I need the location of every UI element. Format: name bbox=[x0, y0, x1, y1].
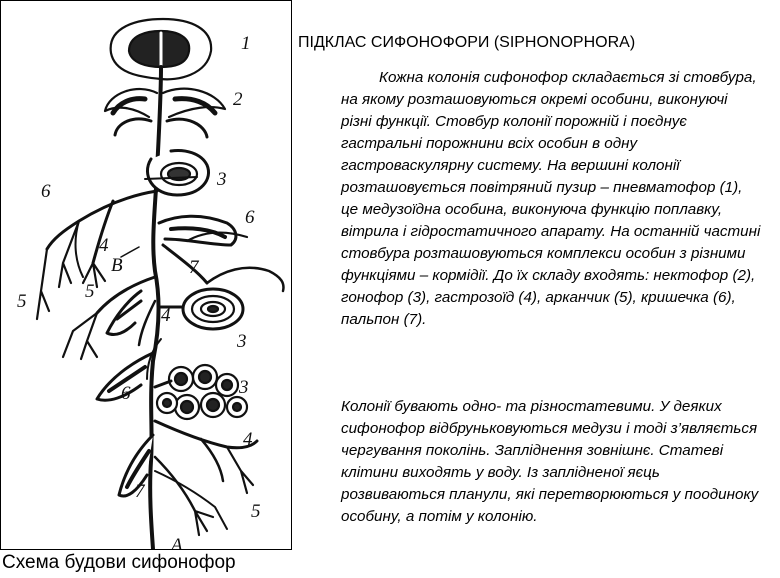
label-A: А bbox=[171, 535, 183, 551]
label-3-lower: 3 bbox=[239, 377, 249, 398]
section-title: ПІДКЛАС СИФОНОФОРИ (SIPHONOPHORA) bbox=[298, 34, 636, 51]
label-4-middle: 4 bbox=[161, 305, 171, 326]
label-2: 2 bbox=[233, 89, 243, 110]
label-B: В bbox=[111, 255, 123, 276]
label-5-middle: 5 bbox=[85, 281, 95, 302]
label-5-left: 5 bbox=[17, 291, 27, 312]
label-5-lower: 5 bbox=[251, 501, 261, 522]
label-4-lower: 4 bbox=[243, 429, 253, 450]
siphonophore-diagram bbox=[0, 0, 292, 550]
label-3-upper: 3 bbox=[217, 169, 227, 190]
label-6-left: 6 bbox=[41, 181, 51, 202]
label-3-middle: 3 bbox=[237, 331, 247, 352]
gonophore-middle bbox=[161, 289, 243, 329]
gonophore-upper bbox=[145, 151, 209, 195]
nectophores bbox=[105, 89, 225, 137]
right-cormidium-lower bbox=[155, 421, 257, 493]
label-1: 1 bbox=[241, 33, 251, 54]
label-7-upper: 7 bbox=[189, 257, 199, 278]
paragraph-reproduction: Колонії бувають одно- та різностатевими. У деяких сифонофор відбруньковуються медузи і тоді з’являється чергування поколінь. Запліднення зовнішнє. Статеві клітини виходять у воду. Із заплідненої яєць розвиваються планули, які перетворюються у поодиноку особину, а потім у колонію. bbox=[341, 398, 759, 525]
paragraph-colony-structure: Кожна колонія сифонофор складається зі стовбура, на якому розташовуються окремі особини, виконуючі різні функції. Стовбур колонії порожній і поєднує гастральні порожнини всіх особин в одну гастроваскулярну систему. На вершині колонії розташовується повітряний пузир – пневматофор (1), це медузоїдна особина, виконуюча функцію поплавку, вітрила і гідростатичного апарату. На останній частині стовбура розташовуються комплекси особин з різними функціями – кормідії. До їх складу входять: нектофор (2), гонофор (3), гастрозоїд (4), арканчик (5), кришечка (6), пальпон (7). bbox=[341, 69, 761, 328]
label-6-right: 6 bbox=[245, 207, 255, 228]
left-cormidium-middle bbox=[63, 277, 155, 359]
figure-caption: Схема будови сифонофор bbox=[2, 552, 236, 573]
gonophore-cluster bbox=[155, 365, 247, 419]
label-4-upper: 4 bbox=[99, 235, 109, 256]
label-7-lower: 7 bbox=[135, 481, 145, 502]
label-6-lower: 6 bbox=[121, 383, 131, 404]
